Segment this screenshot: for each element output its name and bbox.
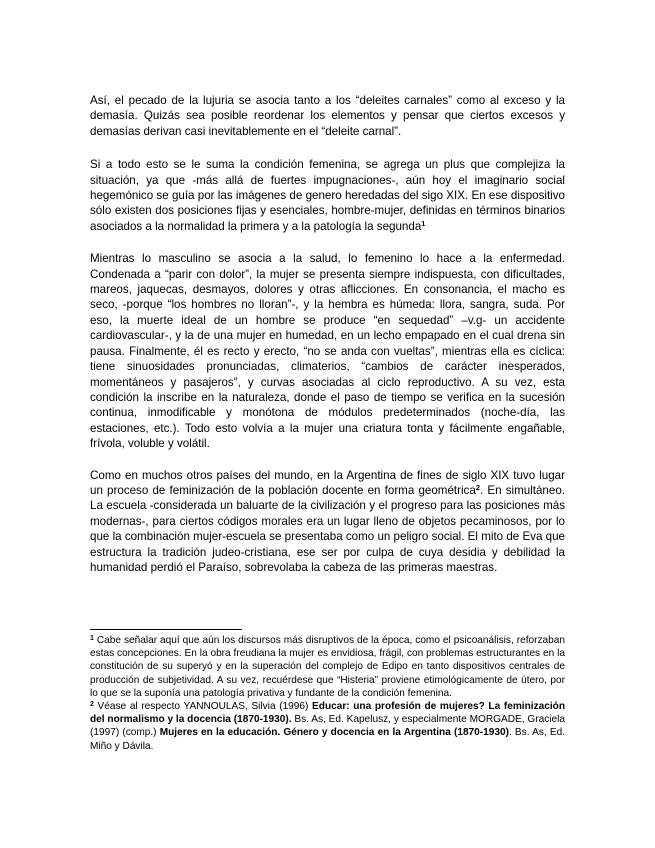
footnote-1: $^1$ Cabe señalar aquí que aún los discursos más disruptivos de la época, como el psicoanálisis, reforzaban estas concepciones. En la obra freudiana la mujer es envidiosa, frágil, con problemas estructurantes en la constitución de su superyó y en la superación del complejo de Edipo en tanto dispositivos centrales de producción de subjetividad. A su vez, recuérdese que “Histeria” proviene etimológicamente de útero, por lo que se la suponía una patología privativa y fundante de la condición femenina. (90, 635, 565, 699)
footnote-number: 2 (90, 701, 94, 709)
document-body (90, 93, 565, 575)
footnote-ref-1[interactable]: 1 (421, 218, 426, 228)
cited-title-morgade: Mujeres en la educación. Género y docencia en la Argentina (1870-1930) (159, 727, 509, 739)
paragraph-feminizacion-docente: Como en muchos otros países del mundo, en la Argentina de fines de siglo XIX tuvo lugar un proceso de feminización de la población docente en forma geométrica$^2$. En simultáneo. La escuela -considerada un baluarte de la civilización y el progreso para las posiciones más modernas-, para ciertos códigos morales era un lugar lleno de objetos pecaminosos, por lo que la combinación mujer-escuela se presentaba como un peligro social. El mito de Eva que estructura la tradición judeo-cristiana, ese ser por culpa de cuya desidia y debilidad la humanidad perdió el Paraíso, sobrevolaba la cabeza de las primeras maestras. (90, 468, 565, 574)
footnote-separator (90, 629, 242, 630)
paragraph-lujuria: Así, el pecado de la lujuria se asocia tanto a los “deleites carnales” como al exceso y la demasía. Quizás sea posible reordenar los elementos y pensar que ciertos excesos y demasías derivan casi inevitablemente en el “deleite carnal”. (90, 94, 565, 138)
footnote-number: 1 (90, 635, 94, 642)
footnote-2: $^2$ Véase al respecto YANNOULAS, Silvia (1996) Educar: una profesión de mujeres? La feminización del normalismo y la docencia (1870-1930). Bs. As, Ed. Kapelusz, y especialmente MORGADE, Graciela (1997) (comp.) Mujeres en la educación. Género y docencia en la Argentina (1870-1930). Bs. As, Ed. Miño y Dávila. (90, 701, 566, 752)
footnote-ref-2[interactable]: 2 (475, 482, 480, 492)
paragraph-condicion-femenina: Si a todo esto se le suma la condición femenina, se agrega un plus que complejiza la situación, ya que -más allá de fuertes impugnaciones-, aún hoy el imaginario social hegemónico se guía por las imágenes de genero heredadas del sigo XIX. En ese dispositivo sólo existen dos posiciones fijas y esenciales, hombre-mujer, definidas en términos binarios asociados a la normalidad la primera y a la patología la segunda$^1$ (90, 158, 565, 233)
footnotes (90, 634, 565, 753)
cited-title-yannoulas: Educar: una profesión de mujeres? La feminización del normalismo y la docencia (1870-1930). (90, 701, 565, 726)
paragraph-masculino-femenino: Mientras lo masculino se asocia a la salud, lo femenino lo hace a la enfermedad. Condenada a “parir con dolor”, la mujer se presenta siempre indispuesta, con dificultades, mareos, jaquecas, desmayos, dolores y otras aflicciones. En consonancia, el macho es seco, -porque “los hombres no lloran”-, y la hembra es húmeda: llora, sangra, suda. Por eso, la muerte ideal de un hombre se produce “en sequedad” –v.g- un accidente cardiovascular-, y la de una mujer en humedad, en un lecho empapado en el cual drena sin pausa. Finalmente, él es recto y erecto, “no se anda con vueltas”, mientras ella es cíclica: tiene sinuosidades pronunciadas, climaterios, “cambios de carácter inesperados, momentáneos y pasajeros”, y curvas asociadas al ciclo reproductivo. A su vez, esta condición la inscribe en la naturaleza, donde el paso de tiempo se verifica en la sucesión continua, inmodificable y monótona de módulos predeterminados (noche-día, las estaciones, etc.). Todo esto volvía a la mujer una criatura tonta y fácilmente engañable, frívola, voluble y volátil. (90, 252, 565, 451)
